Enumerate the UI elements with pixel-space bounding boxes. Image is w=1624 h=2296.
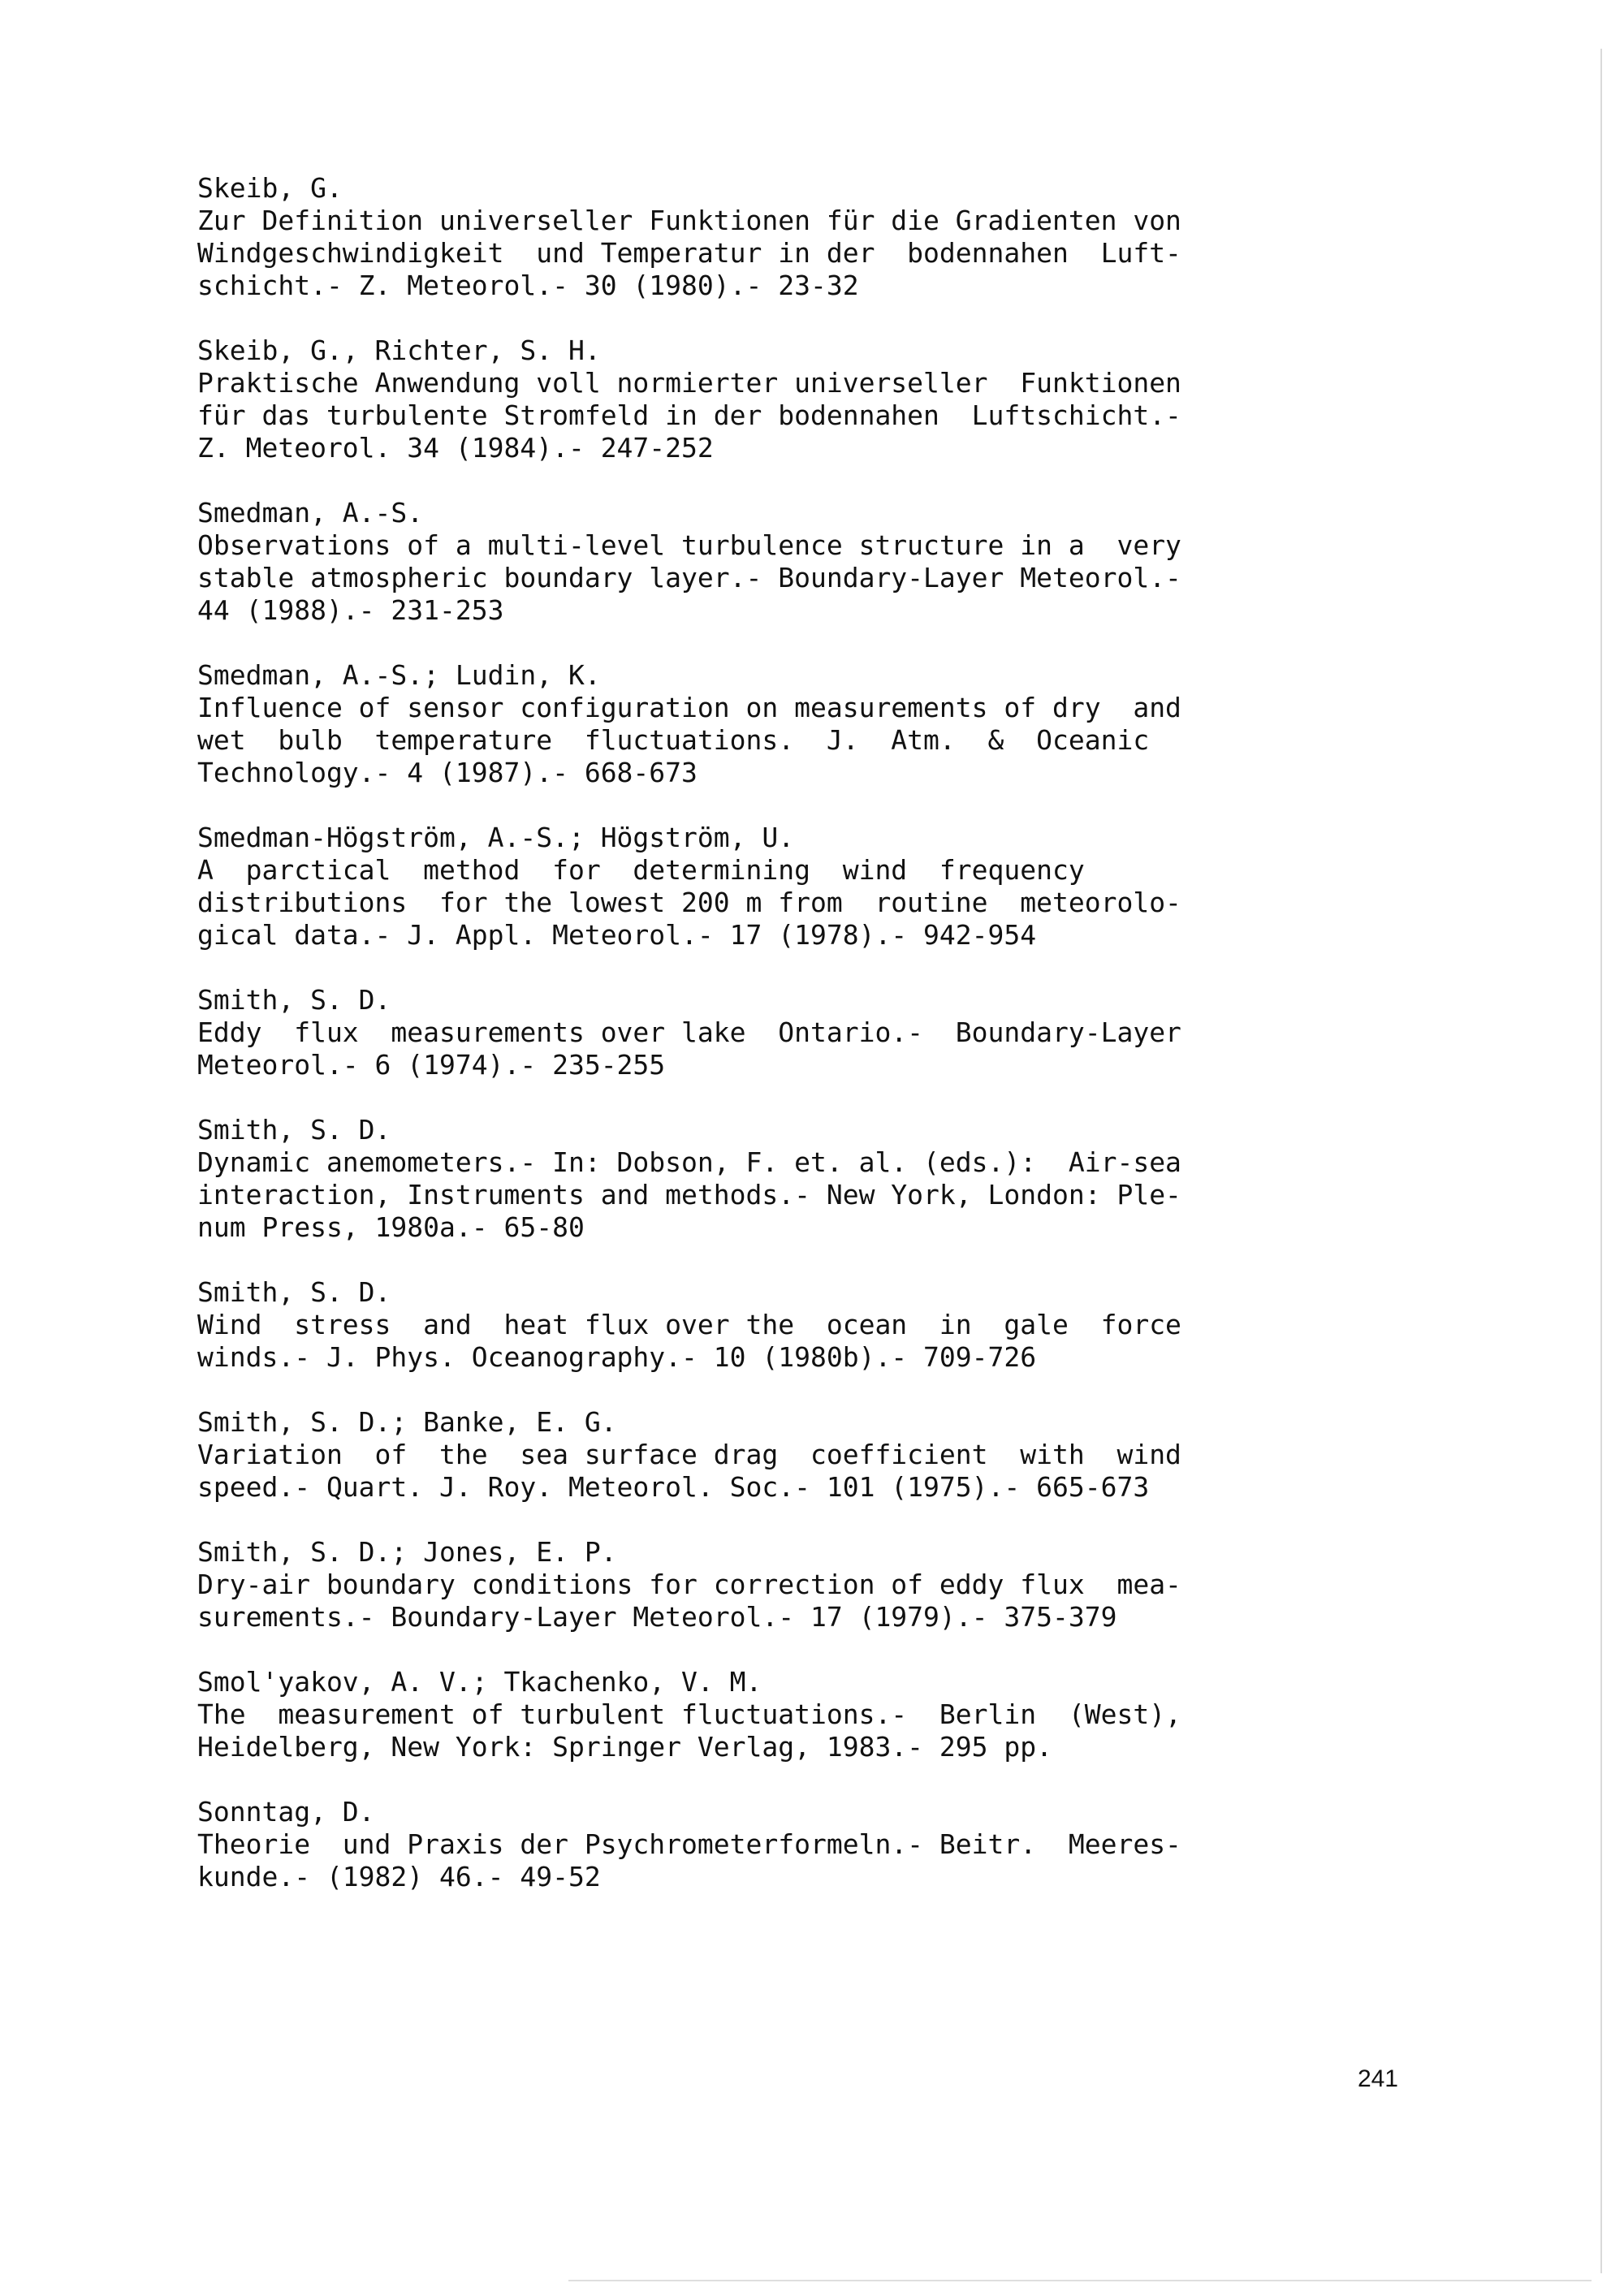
reference-text-line: Dynamic anemometers.- In: Dobson, F. et. al. (eds.): Air-sea — [197, 1146, 1181, 1178]
reference-authors: Sonntag, D. — [197, 1796, 375, 1828]
reference-authors: Smedman-Högström, A.-S.; Högström, U. — [197, 822, 795, 853]
reference-text-line: speed.- Quart. J. Roy. Meteorol. Soc.- 101 (1975).- 665-673 — [197, 1471, 1150, 1503]
reference-authors: Smedman, A.-S. — [197, 497, 424, 529]
reference-entry — [197, 984, 1397, 1081]
reference-authors: Smol'yakov, A. V.; Tkachenko, V. M. — [197, 1666, 762, 1698]
reference-entry — [197, 659, 1397, 789]
reference-entry — [197, 334, 1397, 464]
reference-text-line: kunde.- (1982) 46.- 49-52 — [197, 1861, 601, 1892]
reference-text-line: distributions for the lowest 200 m from routine meteorolo- — [197, 887, 1181, 918]
reference-text-line: Zur Definition universeller Funktionen für die Gradienten von — [197, 205, 1181, 236]
reference-authors: Smedman, A.-S.; Ludin, K. — [197, 659, 601, 691]
reference-text-line: Eddy flux measurements over lake Ontario.- Boundary-Layer — [197, 1016, 1181, 1048]
reference-authors: Skeib, G., Richter, S. H. — [197, 334, 601, 366]
reference-authors: Smith, S. D.; Jones, E. P. — [197, 1536, 617, 1568]
reference-text-line: Z. Meteorol. 34 (1984).- 247-252 — [197, 432, 714, 464]
reference-entry — [197, 822, 1397, 952]
reference-text-line: Variation of the sea surface drag coefficient with wind — [197, 1439, 1181, 1470]
reference-text-line: Dry-air boundary conditions for correction of eddy flux mea- — [197, 1569, 1181, 1600]
reference-entry — [197, 1276, 1397, 1374]
scan-edge-line — [1600, 49, 1602, 2273]
reference-authors: Smith, S. D. — [197, 1276, 391, 1308]
reference-text-line: num Press, 1980a.- 65-80 — [197, 1211, 585, 1243]
reference-text-line: Wind stress and heat flux over the ocean in gale force — [197, 1309, 1181, 1340]
reference-authors: Smith, S. D. — [197, 984, 391, 1016]
reference-text-line: 44 (1988).- 231-253 — [197, 594, 504, 626]
reference-text-line: interaction, Instruments and methods.- New York, London: Ple- — [197, 1179, 1181, 1211]
reference-text-line: für das turbulente Stromfeld in der bodennahen Luftschicht.- — [197, 399, 1181, 431]
reference-entry — [197, 172, 1397, 302]
reference-text-line: Technology.- 4 (1987).- 668-673 — [197, 757, 698, 788]
reference-entry — [197, 1796, 1397, 1893]
reference-text-line: Windgeschwindigkeit und Temperatur in der bodennahen Luft- — [197, 237, 1181, 269]
reference-text-line: Observations of a multi-level turbulence structure in a very — [197, 529, 1181, 561]
reference-entry — [197, 1406, 1397, 1504]
reference-text-line: winds.- J. Phys. Oceanography.- 10 (1980b).- 709-726 — [197, 1341, 1037, 1373]
reference-text-line: Meteorol.- 6 (1974).- 235-255 — [197, 1049, 666, 1081]
page-number: 241 — [1357, 2065, 1398, 2092]
reference-entry — [197, 1666, 1397, 1763]
reference-text-line: wet bulb temperature fluctuations. J. Atm. & Oceanic — [197, 724, 1150, 756]
reference-text-line: surements.- Boundary-Layer Meteorol.- 17 (1979).- 375-379 — [197, 1601, 1117, 1633]
reference-entry — [197, 1536, 1397, 1634]
reference-text-line: stable atmospheric boundary layer.- Boundary-Layer Meteorol.- — [197, 562, 1181, 593]
reference-text-line: The measurement of turbulent fluctuations.- Berlin (West), — [197, 1698, 1181, 1730]
reference-text-line: A parctical method for determining wind frequency — [197, 854, 1085, 886]
reference-text-line: Heidelberg, New York: Springer Verlag, 1983.- 295 pp. — [197, 1731, 1052, 1763]
reference-text-line: Influence of sensor configuration on measurements of dry and — [197, 692, 1181, 723]
reference-authors: Smith, S. D. — [197, 1114, 391, 1146]
reference-text-line: Theorie und Praxis der Psychrometerformeln.- Beitr. Meeres- — [197, 1828, 1181, 1860]
reference-text-line: schicht.- Z. Meteorol.- 30 (1980).- 23-32 — [197, 270, 859, 301]
reference-entry — [197, 1114, 1397, 1244]
reference-authors: Skeib, G. — [197, 172, 343, 204]
reference-text-line: gical data.- J. Appl. Meteorol.- 17 (1978).- 942-954 — [197, 919, 1037, 951]
scan-bottom-line — [568, 2280, 1592, 2281]
reference-list — [197, 172, 1397, 1926]
reference-text-line: Praktische Anwendung voll normierter universeller Funktionen — [197, 367, 1181, 399]
reference-authors: Smith, S. D.; Banke, E. G. — [197, 1406, 617, 1438]
reference-entry — [197, 497, 1397, 627]
